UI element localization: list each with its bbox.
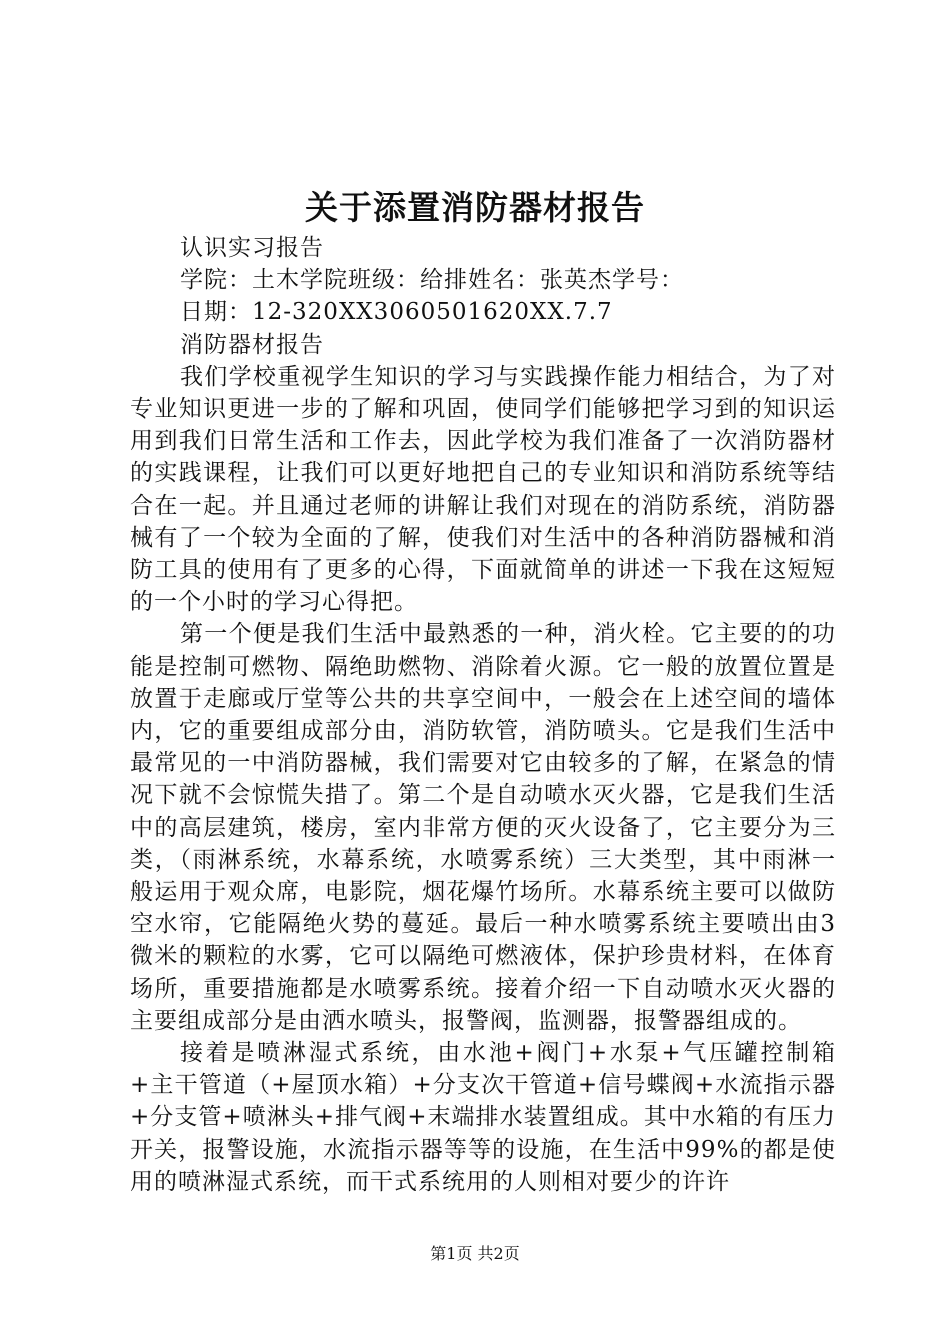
body-paragraph-sprinkler: 接着是喷淋湿式系统，由水池+阀门+水泵+气压罐控制箱+主干管道（+屋顶水箱）+分支次干管道+信号蝶阀+水流指示器+分支管+喷淋头+排气阀+末端排水装置组成。其中水箱的有压力开关，报警设施，水流指示器等等的设施，在生活中99%的都是使用的喷淋湿式系统，而干式系统用的人则相对要少的许许	[130, 1040, 836, 1195]
page-footer: 第1页 共2页	[430, 1244, 520, 1263]
report-subtitle-line: 消防器材报告	[180, 331, 324, 358]
document-title: 关于添置消防器材报告	[305, 188, 645, 227]
document-body	[130, 232, 836, 1198]
body-paragraph-hydrant: 第一个便是我们生活中最熟悉的一种，消火栓。它主要的的功能是控制可燃物、隔绝助燃物、消除着火源。它一般的放置位置是放置于走廊或厅堂等公共的共享空间中，一般会在上述空间的墙体内，它的重要组成部分由，消防软管，消防喷头。它是我们生活中最常见的一中消防器械，我们需要对它由较多的了解，在紧急的情况下就不会惊慌失措了。第二个是自动喷水灭火器，它是我们生活中的高层建筑，楼房，室内非常方便的灭火设备了，它主要分为三类，（雨淋系统，水幕系统，水喷雾系统）三大类型，其中雨淋一般运用于观众席，电影院，烟花爆竹场所。水幕系统主要可以做防空水帘，它能隔绝火势的蔓延。最后一种水喷雾系统主要喷出由3微米的颗粒的水雾，它可以隔绝可燃液体，保护珍贵材料，在体育场所，重要措施都是水喷雾系统。接着介绍一下自动喷水灭火器的主要组成部分是由洒水喷头，报警阀，监测器，报警器组成的。	[130, 621, 836, 1034]
date-line: 日期：12-320XX3060501620XX.7.7	[180, 299, 613, 326]
student-info-line: 学院：土木学院班级：给排姓名：张英杰学号：	[180, 267, 684, 294]
report-type-line: 认识实习报告	[180, 235, 324, 261]
body-paragraph-intro: 我们学校重视学生知识的学习与实践操作能力相结合，为了对专业知识更进一步的了解和巩固，使同学们能够把学习到的知识运用到我们日常生活和工作去，因此学校为我们准备了一次消防器材的实践课程，让我们可以更好地把自己的专业知识和消防系统等结合在一起。并且通过老师的讲解让我们对现在的消防系统，消防器械有了一个较为全面的了解，使我们对生活中的各种消防器械和消防工具的使用有了更多的心得，下面就简单的讲述一下我在这短短的一个小时的学习心得把。	[130, 363, 836, 616]
